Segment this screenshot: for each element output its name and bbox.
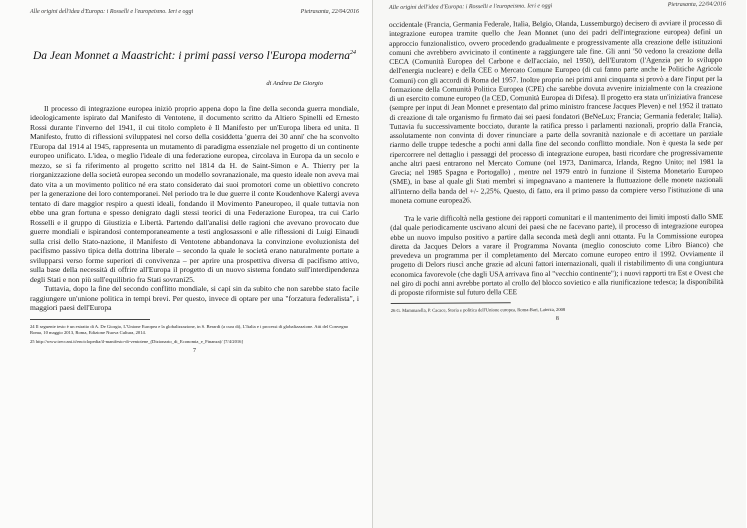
running-header-title: Alle origini dell'idea d'Europa: i Rosselli e l'europeismo. Ieri e oggi [389, 3, 553, 11]
left-page [0, 0, 373, 528]
right-page [373, 0, 746, 528]
footnote-rule [30, 319, 150, 320]
footnote-rule [391, 303, 511, 305]
footnote: 24 Il seguente testo è un estratto di A. De Giorgio, L'Unione Europea e la globalizzazione, in S. Berardi (a cura di), L'Italia e i processi di globalizzazione. Atti del Convegno Roma, 10 maggio 2013, Roma, Edizione Nuova Cultura, 2014. [30, 323, 349, 335]
body-text [389, 18, 724, 323]
running-header [30, 8, 359, 16]
running-header-title: Alle origini dell'idea d'Europa: i Rosselli e l'europeismo. Ieri e oggi [30, 9, 194, 15]
paragraph: Il processo di integrazione europea iniziò proprio appena dopo la fine della seconda guerra mondiale, ideologicamente ispirato dal Manifesto di Ventotene, il documento scritto da Altiero Spinelli ed Ernesto Rossi durante l'inverno del 1941, il cui titolo completo è Il Manifesto per un'Europa libera ed unita. Il Manifesto, frutto di riflessioni sviluppatesi nel corso della cosiddetta 'guerra dei 30 anni' che ha sconvolto l'Europa dal 1914 al 1945, rappresenta un mutamento di paradigma essenziale nel progetto di un continente europeo unificato. L'idea, o meglio l'ideale di una federazione europea, circolava in Europa da un secolo e mezzo, se si fa riferimento al progetto scritto nel 1814 da H. de Saint-Simon e A. Thierry per la riorganizzazione della società europea secondo un modello sovranazionale, ma questo ideale non aveva mai dato vita a un movimento politico né era stato considerato dai suoi promotori come un obiettivo concreto per la generazione dei loro contemporanei. Nel periodo tra le due guerre il conte Koudenhove Kalergi aveva tentato di dare maggior respiro a questi ideali, fondando il Movimento Paneuropeo, il quale tuttavia non ebbe una gran fortuna e spesso denigrato dagli stessi teorici di una Federazione Europea, tra cui Carlo Rosselli e il gruppo di Giustizia e Libertà. Partendo dall'analisi delle ragioni che avevano provocato due guerre mondiali e ispirandosi contemporaneamente a testi anglosassoni e alle riflessioni di Luigi Einaudi sulla crisi dello Stato-nazione, il Manifesto di Ventotene abbandonava la convinzione evoluzionista del pacifismo passivo tipica della dottrina liberale – secondo la quale le società erano naturalmente portate a svilupparsi verso forme superiori di convivenza – per aprire una prospettiva diversa di pacifismo attivo, sulla base della necessità di offrire all'Europa il progetto di un nuovo sistema fondato sull'interdipendenza degli Stati e non più sull'equilibrio fra Stati sovrani25. [30, 103, 359, 284]
page-number: 8 [555, 316, 559, 323]
paragraph: Tra le varie difficoltà nella gestione dei rapporti comunitari e il mantenimento dei limiti imposti dallo SME (dal quale periodicamente uscivano alcuni dei paesi che ne facevano parte), il processo di integrazione europea ebbe un nuovo impulso positivo a partire dalla seconda metà degli anni ottanta. Fu la Commissione europea diretta da Jacques Delors a varare il Programma Novanta (meglio conosciuto come Libro Bianco) che prevedeva un programma per il completamento del Mercato comune europeo entro il 1992. Ovviamente il progetto di Delors riuscì anche grazie ad alcuni fattori internazionali, quali il ristabilimento di una congiuntura economica favorevole (che dagli USA arrivava fino al "vecchio continente"); i nuovi rapporti tra Est e Ovest che nel giro di pochi anni avrebbe portato al crollo del blocco sovietico e alla riunificazione tedesca; la disponibilità di proposte riformiste sul futuro della CEE [390, 211, 724, 297]
paragraph: occidentale (Francia, Germania Federale, Italia, Belgio, Olanda, Lussemburgo) decisero di avviare il processo di integrazione europea tramite quello che Jean Monnet (uno dei padri dell'integrazione europea) definì un approccio funzionalistico, ovvero procedendo gradualmente e progressivamente alla creazione delle istituzioni comuni che avrebbero avvicinato il continente a raggiungere tale fine. Gli anni '50 vedono la creazione della CECA (Comunità Europea del Carbone e dell'acciaio, nel 1950), dell'Euratom (l'Agenzia per lo sviluppo dell'energia nucleare) e della CEE o Mercato Comune Europeo (di cui fanno parte anche le Politiche Agricole Comuni) con gli accordi di Roma del 1957. Inoltre proprio nei primi anni cinquanta si provò a dare l'input per la formazione della Comunità Politica Europea (CPE) che sarebbe dovuta avvenire inizialmente con la creazione di un esercito comune europeo (la CED, Comunità Europea di Difesa). Il progetto era stata un'iniziativa francese (sempre per input di Jean Monnet e presentato dal primo ministro francese Jacques Pleven) e nel 1952 il trattato di creazione di tale organismo fu firmato dai sei paesi fondatori (BeNeLux; Francia; Germania federale; Italia). Tuttavia fu successivamente bocciato, durante la ratifica presso i parlamenti nazionali, proprio dalla Francia, assolutamente non convinta di dover rinunciare a parte della sovranità nazionale e di accettare un parziale riarmo delle truppe tedesche a pochi anni dalla fine del secondo conflitto mondiale. Non è questa la sede per ripercorrere nel dettaglio i passaggi del processo di integrazione europea, basti ricordare che progressivamente anche altri paesi entrarono nel Mercato Comune (nel 1973, Danimarca, Irlanda, Regno Unito; nel 1981 la Grecia; nel 1985 Spagna e Portogallo) , mentre nel 1979 entrò in funzione il Sistema Monetario Europeo (SME), in base al quale gli Stati membri si impegnavano a mantenere la fluttuazione delle monete nazionali all'interno della banda del +/- 2,25%. Questo, di fatto, era il primo passo da compiere verso l'istituzione di una moneta comune europea26. [389, 17, 724, 205]
page-number: 7 [193, 347, 196, 354]
article-title-text: Da Jean Monnet a Maastricht: i primi passi verso l'Europa moderna [33, 49, 350, 62]
running-header-date: Pietrasanta, 22/04/2016 [300, 9, 359, 15]
paragraph: Tuttavia, dopo la fine del secondo conflitto mondiale, si capì sin da subito che non sarebbe stato facile raggiungere un'unione politica in tempi brevi. Per questo, invece di optare per una "forzatura federalista", i maggiori paesi dell'Europa [30, 284, 359, 313]
running-header [389, 0, 726, 12]
footnote: 25 http://www.treccani.it/enciclopedia/il-manifesto-di-ventotene_(Dizionario_di_Economia_e_Finanza)/ [7/4/2016] [30, 338, 243, 344]
title-footnote-ref: 24 [349, 50, 356, 56]
body-text [30, 104, 359, 313]
footnote: 26 G. Mammarella, P. Cacace, Storia e politica dell'Unione europea, Roma-Bari, Laterza, 2008 [390, 307, 566, 314]
running-header-date: Pietrasanta, 22/04/2016 [667, 1, 727, 9]
article-title [30, 46, 359, 63]
article-author: di Andrea De Giorgio [266, 79, 323, 87]
